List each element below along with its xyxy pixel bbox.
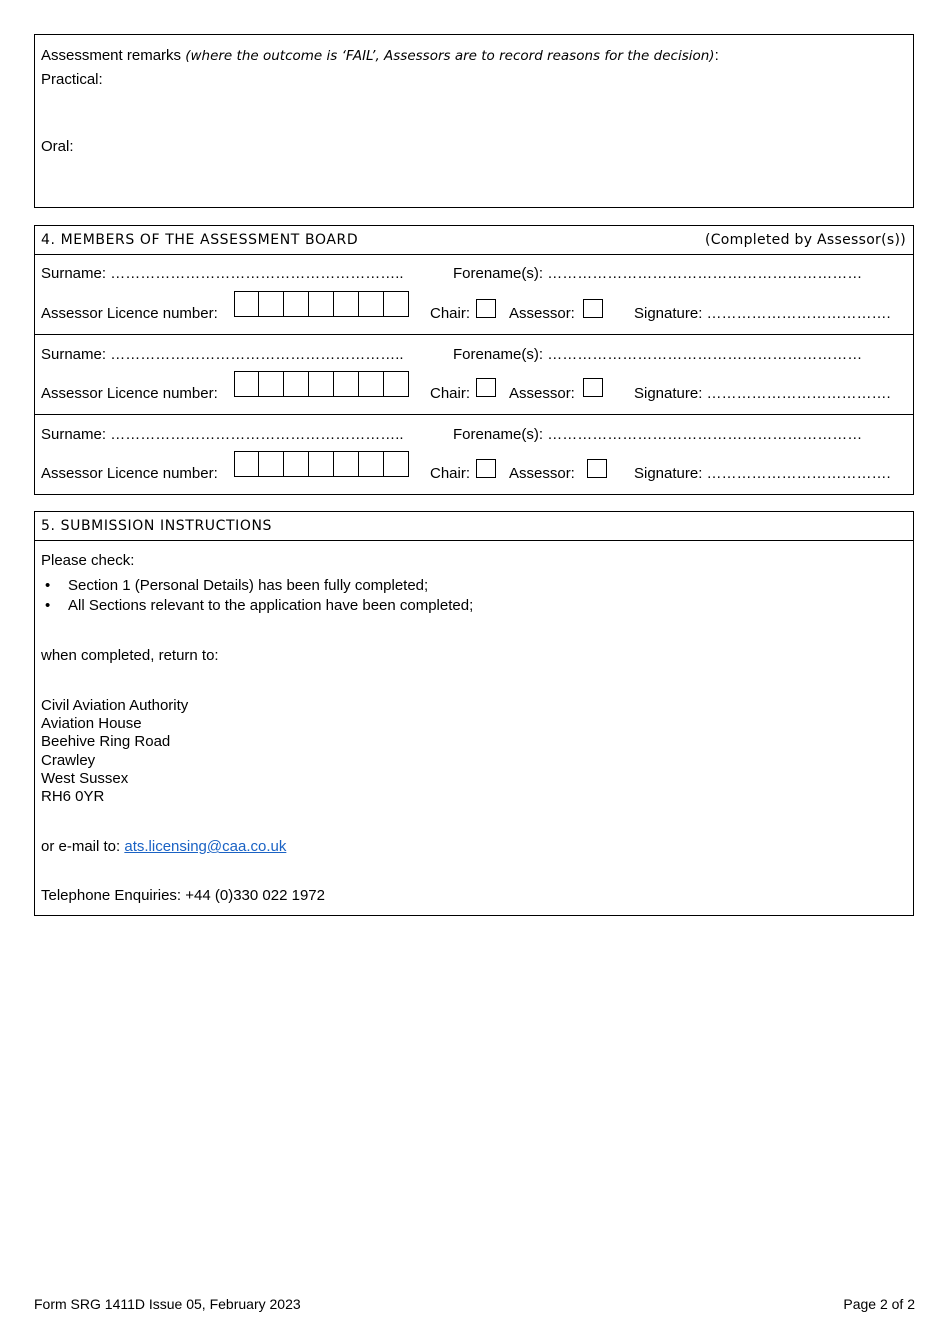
surname-field[interactable]: Surname: ………………………………………………….. [41,346,404,363]
address-line: Crawley [41,752,96,769]
address-line: Aviation House [41,715,142,732]
assessment-board-section [34,225,914,495]
email-line [41,838,286,856]
phone-enquiries: Telephone Enquiries: +44 (0)330 022 1972 [41,887,325,904]
chair-checkbox[interactable] [476,299,496,318]
chair-label: Chair: [430,385,471,402]
list-item: • Section 1 (Personal Details) has been fully completed; [35,576,473,596]
page-number: Page 2 of 2 [843,1296,915,1312]
chair-checkbox[interactable] [476,459,496,478]
address-line: RH6 0YR [41,788,105,805]
chair-label: Chair: [430,465,471,482]
email-prefix: or e-mail to: [41,838,125,855]
licence-number-boxes[interactable] [234,291,409,318]
licence-number-boxes[interactable] [234,371,409,398]
remarks-note: (where the outcome is ‘FAIL’, Assessors are to record reasons for the decision) [185,48,715,64]
list-item: • All Sections relevant to the application have been completed; [35,596,473,616]
assessor-checkbox[interactable] [587,459,607,478]
section5-title: 5. SUBMISSION INSTRUCTIONS [41,518,273,534]
address-line: Civil Aviation Authority [41,697,189,714]
licence-label: Assessor Licence number: [41,305,218,322]
section4-note: (Completed by Assessor(s)) [704,232,906,248]
remarks-label: Assessment remarks [41,47,186,64]
return-to-label: when completed, return to: [41,647,219,664]
submission-instructions-section [34,511,914,916]
signature-field[interactable]: Signature: ………………………………. [634,465,891,482]
checklist [35,576,473,616]
remarks-colon: : [714,47,719,64]
assessor-label: Assessor: [509,465,575,482]
section4-title: 4. MEMBERS OF THE ASSESSMENT BOARD [41,232,359,248]
forename-field[interactable]: Forename(s): ……………………………………………………… [453,265,863,282]
surname-field[interactable]: Surname: ………………………………………………….. [41,426,404,443]
licence-label: Assessor Licence number: [41,385,218,402]
assessor-checkbox[interactable] [583,378,603,397]
assessor-label: Assessor: [509,305,575,322]
signature-field[interactable]: Signature: ………………………………. [634,385,891,402]
surname-field[interactable]: Surname: ………………………………………………….. [41,265,404,282]
assessor-label: Assessor: [509,385,575,402]
chair-label: Chair: [430,305,471,322]
email-link[interactable]: ats.licensing@caa.co.uk [124,838,287,855]
assessor-checkbox[interactable] [583,299,603,318]
practical-label: Practical: [41,71,103,88]
form-reference: Form SRG 1411D Issue 05, February 2023 [34,1296,301,1312]
remarks-label-line [41,47,719,65]
chair-checkbox[interactable] [476,378,496,397]
licence-number-boxes[interactable] [234,451,409,478]
address-line: Beehive Ring Road [41,733,171,750]
forename-field[interactable]: Forename(s): ……………………………………………………… [453,426,863,443]
licence-label: Assessor Licence number: [41,465,218,482]
forename-field[interactable]: Forename(s): ……………………………………………………… [453,346,863,363]
oral-label: Oral: [41,138,74,155]
address-line: West Sussex [41,770,129,787]
please-check-label: Please check: [41,552,135,569]
signature-field[interactable]: Signature: ………………………………. [634,305,891,322]
assessment-remarks-box [34,34,914,208]
